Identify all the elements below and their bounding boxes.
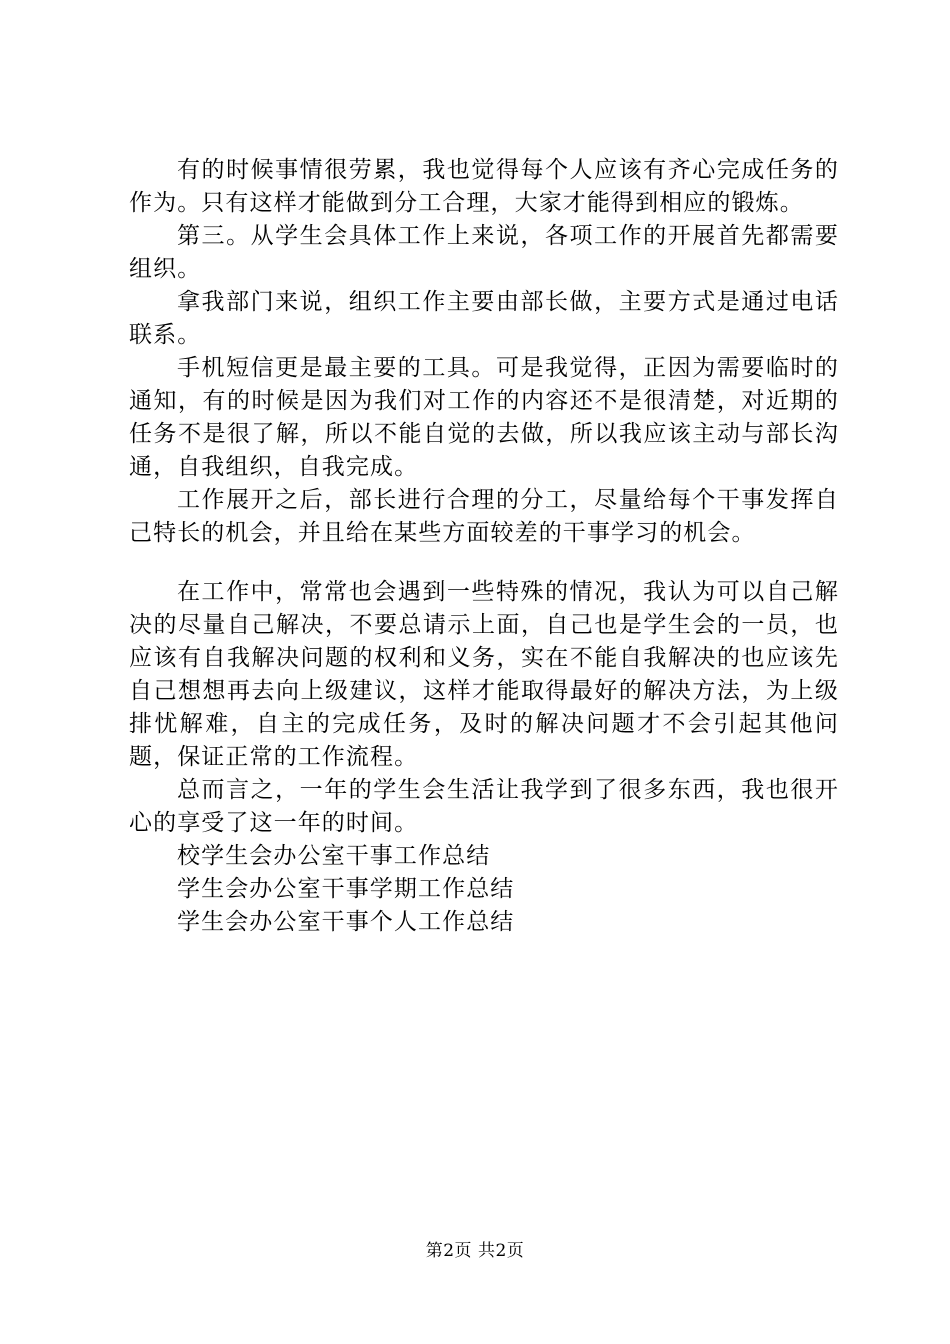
paragraph-6: 在工作中，常常也会遇到一些特殊的情况，我认为可以自己解决的尽量自己解决，不要总请示上面，自己也是学生会的一员，也应该有自我解决问题的权利和义务，实在不能自我解决的也应该先自己想想再去向上级建议，这样才能取得最好的解决方法，为上级排忧解难，自主的完成任务，及时的解决问题才不会引起其他问题，保证正常的工作流程。 xyxy=(129,579,839,770)
related-title-1: 校学生会办公室干事工作总结 xyxy=(177,843,491,869)
related-title-3: 学生会办公室干事个人工作总结 xyxy=(177,909,515,935)
paragraph-3: 拿我部门来说，组织工作主要由部长做，主要方式是通过电话联系。 xyxy=(129,289,839,348)
page-footer xyxy=(0,1239,950,1263)
paragraph-spacer xyxy=(129,550,839,576)
paragraph-7: 总而言之，一年的学生会生活让我学到了很多东西，我也很开心的享受了这一年的时间。 xyxy=(129,777,839,836)
paragraph-5: 工作展开之后，部长进行合理的分工，尽量给每个干事发挥自己特长的机会，并且给在某些方面较差的干事学习的机会。 xyxy=(129,487,839,546)
paragraph-4: 手机短信更是最主要的工具。可是我觉得，正因为需要临时的通知，有的时候是因为我们对工作的内容还不是很清楚，对近期的任务不是很了解，所以不能自觉的去做，所以我应该主动与部长沟通，自我组织，自我完成。 xyxy=(129,355,839,480)
document-body xyxy=(129,154,839,939)
paragraph-1: 有的时候事情很劳累，我也觉得每个人应该有齐心完成任务的作为。只有这样才能做到分工合理，大家才能得到相应的锻炼。 xyxy=(129,157,839,216)
related-title-2: 学生会办公室干事学期工作总结 xyxy=(177,876,515,902)
page-number: 第2页 共2页 xyxy=(425,1241,525,1261)
paragraph-2: 第三。从学生会具体工作上来说，各项工作的开展首先都需要组织。 xyxy=(129,223,839,282)
